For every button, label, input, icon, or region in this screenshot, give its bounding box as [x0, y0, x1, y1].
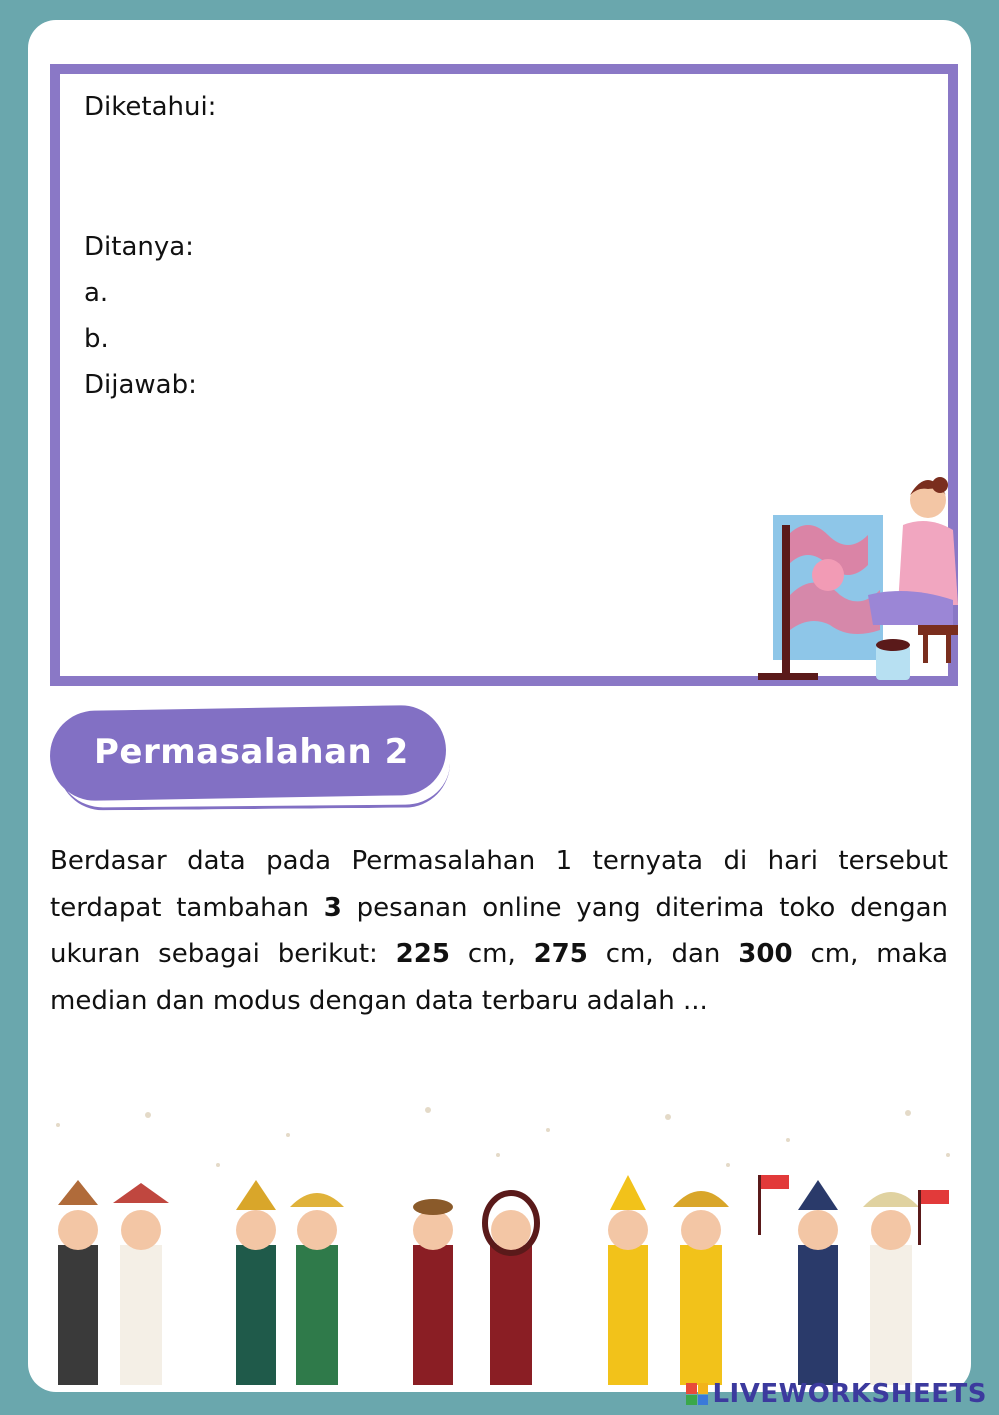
- label-ditanya: Ditanya:: [84, 232, 194, 262]
- para-text-3: cm,: [449, 939, 534, 969]
- para-number-3: 3: [323, 892, 342, 923]
- liveworksheets-watermark: [686, 1379, 987, 1409]
- label-diketahui: Diketahui:: [84, 92, 217, 122]
- batik-artisan-illustration: [718, 455, 958, 680]
- para-text-1: Berdasar data pada Permasalahan 1 ternyata di hari tersebut terdapat tambahan: [50, 846, 948, 923]
- traditional-costumes-illustration: [28, 1095, 971, 1392]
- label-b: b.: [84, 324, 109, 354]
- para-value-300: 300: [738, 939, 793, 969]
- label-dijawab: Dijawab:: [84, 370, 197, 400]
- problem-paragraph: [50, 838, 948, 1024]
- label-a: a.: [84, 278, 109, 308]
- para-text-2: pesanan online yang diterima toko dengan ukuran sebagai berikut:: [50, 892, 948, 969]
- para-text-4: cm, dan: [587, 939, 739, 969]
- watermark-text: LIVEWORKSHEETS: [712, 1379, 987, 1409]
- heading-title: Permasalahan 2: [94, 732, 409, 772]
- para-value-275: 275: [533, 939, 588, 969]
- liveworksheets-logo-icon: [686, 1383, 708, 1405]
- worksheet-page: [28, 20, 971, 1392]
- para-value-225: 225: [395, 939, 450, 969]
- para-text-5: cm, maka median dan modus dengan data terbaru adalah ...: [50, 939, 948, 1016]
